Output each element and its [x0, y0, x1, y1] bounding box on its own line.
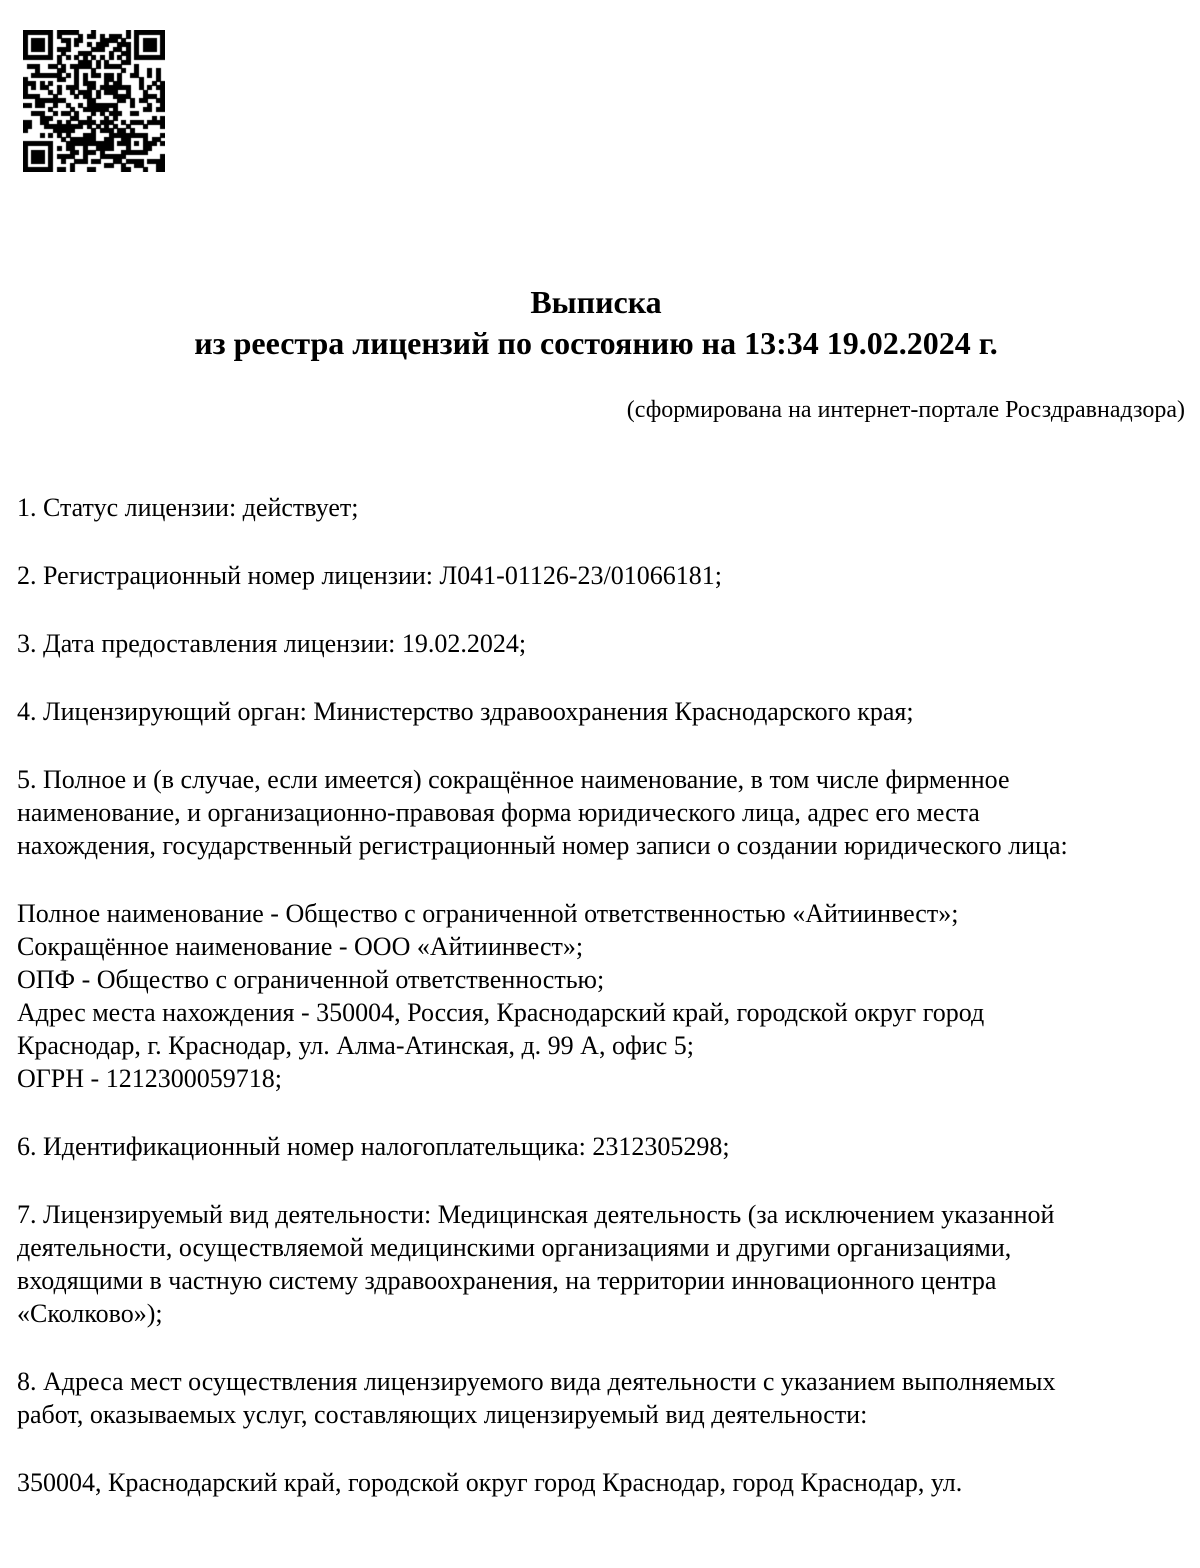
- text-line: ОГРН - 1212300059718;: [17, 1064, 282, 1093]
- text-line: Сокращённое наименование - ООО «Айтиинвест»;: [17, 932, 584, 961]
- text-line: 1. Статус лицензии: действует;: [17, 493, 359, 522]
- text-line: 350004, Краснодарский край, городской округ город Краснодар, город Краснодар, ул.: [17, 1468, 963, 1497]
- text-line: наименование, и организационно-правовая форма юридического лица, адрес его места: [17, 798, 980, 827]
- text-line: Полное наименование - Общество с ограниченной ответственностью «Айтиинвест»;: [17, 899, 959, 928]
- text-line: Адрес места нахождения - 350004, Россия, Краснодарский край, городской округ город: [17, 998, 985, 1027]
- document-title: [0, 282, 1192, 364]
- text-line: 8. Адреса мест осуществления лицензируемого вида деятельности с указанием выполняемых: [17, 1367, 1056, 1396]
- paragraph: [17, 1466, 1192, 1499]
- text-line: работ, оказываемых услуг, составляющих лицензируемый вид деятельности:: [17, 1400, 868, 1429]
- text-line: 4. Лицензирующий орган: Министерство здравоохранения Краснодарского края;: [17, 697, 914, 726]
- text-line: нахождения, государственный регистрационный номер записи о создании юридического лица:: [17, 831, 1068, 860]
- document-subtitle: (сформирована на интернет-портале Росздравнадзора): [626, 397, 1185, 423]
- text-line: Краснодар, г. Краснодар, ул. Алма-Атинская, д. 99 А, офис 5;: [17, 1031, 694, 1060]
- paragraph: [17, 1365, 1192, 1431]
- text-line: 7. Лицензируемый вид деятельности: Медицинская деятельность (за исключением указанной: [17, 1200, 1055, 1229]
- paragraph: [17, 559, 1192, 592]
- paragraph: [17, 897, 1192, 1095]
- title-line-1: Выписка: [530, 284, 662, 320]
- text-line: 5. Полное и (в случае, если имеется) сокращённое наименование, в том числе фирменное: [17, 765, 1010, 794]
- paragraph: [17, 491, 1192, 524]
- paragraph: [17, 627, 1192, 660]
- text-line: деятельности, осуществляемой медицинскими организациями и другими организациями,: [17, 1233, 1012, 1262]
- paragraph: [17, 1198, 1192, 1330]
- paragraph: [17, 695, 1192, 728]
- text-line: 2. Регистрационный номер лицензии: Л041-01126-23/01066181;: [17, 561, 722, 590]
- document-body: [17, 491, 1192, 1534]
- text-line: 6. Идентификационный номер налогоплательщика: 2312305298;: [17, 1132, 730, 1161]
- text-line: 3. Дата предоставления лицензии: 19.02.2024;: [17, 629, 527, 658]
- paragraph: [17, 763, 1192, 862]
- qr-code: [23, 30, 165, 172]
- text-line: ОПФ - Общество с ограниченной ответственностью;: [17, 965, 605, 994]
- text-line: входящими в частную систему здравоохранения, на территории инновационного центра: [17, 1266, 997, 1295]
- text-line: «Сколково»);: [17, 1299, 163, 1328]
- paragraph: [17, 1130, 1192, 1163]
- title-line-2: из реестра лицензий по состоянию на 13:34 19.02.2024 г.: [194, 325, 998, 361]
